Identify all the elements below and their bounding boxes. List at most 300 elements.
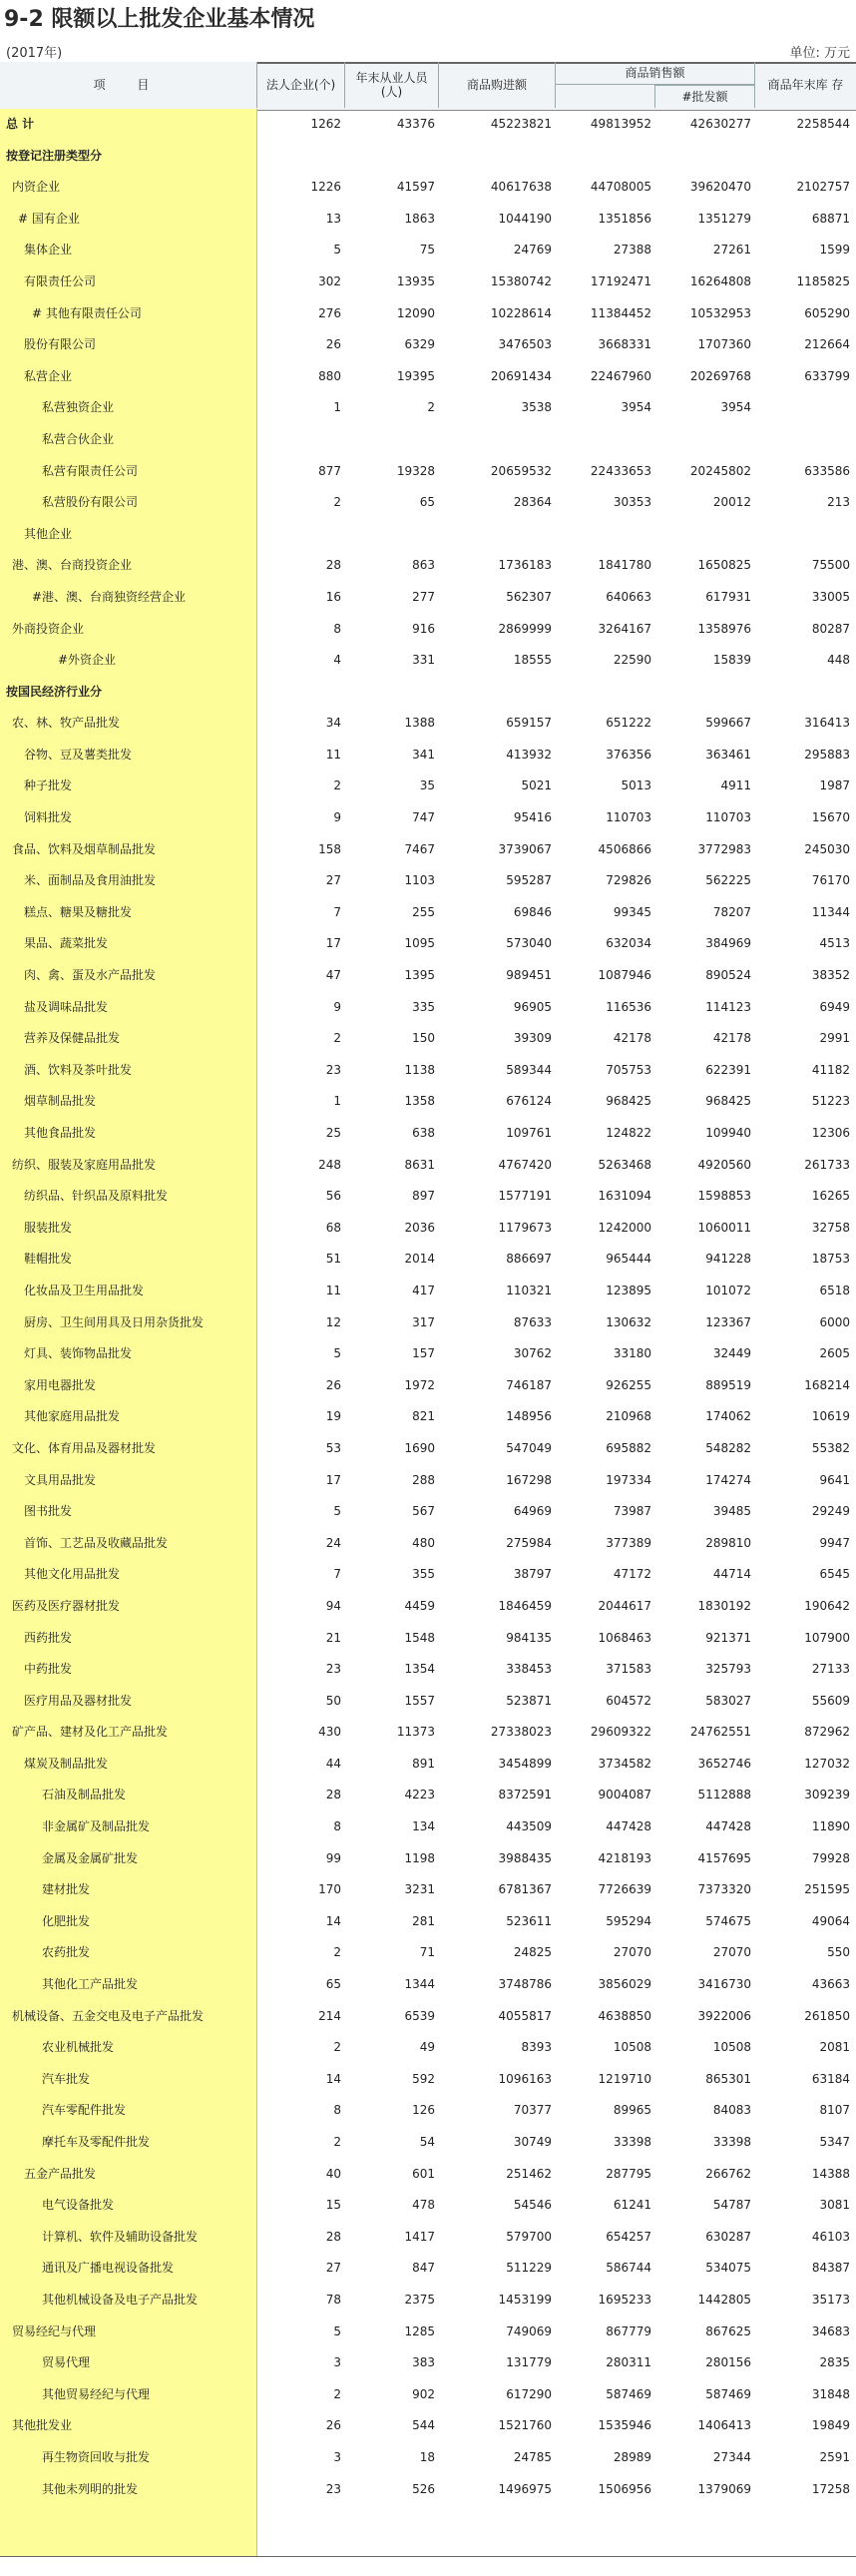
cell-value: 4 [333,653,341,668]
cell-inventory [755,771,854,802]
table-row [0,1023,856,1055]
cell-value: 47 [325,968,341,983]
cell-value: 1496975 [498,2481,552,2496]
cell-value: 30353 [613,495,651,510]
cell-sales [556,677,655,709]
cell-value: 54546 [513,2198,552,2213]
row-label: 五金产品批发 [24,2166,97,2181]
row-label: 电气设备批发 [42,2198,115,2213]
cell-employees [345,1749,439,1781]
cell-value: 1 [333,1094,341,1109]
cell-purchases [439,1433,556,1465]
cell-sales [556,1055,655,1087]
cell-enterprises [257,487,345,519]
cell-wholesale [655,992,755,1024]
cell-value: 3668331 [598,337,651,352]
cell-value: 64969 [513,1504,552,1519]
cell-sales [556,1843,655,1875]
row-label: 其他贸易经纪与代理 [42,2386,151,2401]
cell-value: 880 [318,368,341,383]
cell-enterprises [257,740,345,772]
cell-value: 22433653 [590,463,651,478]
cell-value: 8 [333,1819,341,1834]
cell-value: 24769 [513,243,552,258]
cell-sales [556,1181,655,1213]
cell-value: 295883 [804,747,850,762]
cell-employees [345,1433,439,1465]
cell-inventory [755,2159,854,2191]
cell-value: 2044617 [598,1598,651,1613]
cell-inventory [755,2285,854,2317]
cell-value: 131779 [506,2355,552,2370]
cell-wholesale [655,1528,755,1560]
table-row [0,928,856,960]
cell-wholesale [655,865,755,897]
cell-employees [345,1370,439,1402]
cell-employees [345,1528,439,1560]
cell-value: 167298 [506,1472,552,1487]
cell-purchases [439,456,556,488]
cell-value: 55382 [811,1440,850,1455]
cell-value: 3772983 [697,841,751,856]
cell-value: 75 [419,243,435,258]
cell-value: 1599 [819,243,850,258]
cell-value: 27338023 [490,1725,552,1740]
cell-sales [556,487,655,519]
cell-employees [345,1874,439,1906]
cell-value: 20245802 [689,463,751,478]
table-row [0,487,856,519]
cell-inventory [755,1370,854,1402]
cell-employees [345,1654,439,1686]
table-row [0,1969,856,2001]
cell-enterprises [257,1623,345,1655]
row-label: 营养及保健品批发 [24,1031,121,1046]
cell-value: 902 [412,2386,435,2401]
cell-value: 51 [325,1252,341,1267]
cell-value: 150 [412,1031,435,1046]
cell-value: 6329 [404,337,435,352]
cell-value: 659157 [506,716,552,731]
cell-value: 3652746 [697,1756,751,1771]
cell-employees [345,1969,439,2001]
table-row [0,1086,856,1118]
cell-value: 746187 [506,1377,552,1392]
cell-enterprises [257,329,345,361]
cell-inventory [755,1055,854,1087]
row-label: 文化、体育用品及器材批发 [12,1440,157,1455]
row-label: 集体企业 [24,243,73,258]
cell-wholesale [655,582,755,614]
cell-value: 3954 [621,400,651,415]
cell-value: 383 [412,2355,435,2370]
cell-inventory [755,2442,854,2474]
cell-inventory [755,1528,854,1560]
table-row [0,1465,856,1497]
cell-value: 9004087 [598,1788,651,1803]
cell-value: 41182 [811,1062,850,1077]
cell-purchases [439,1811,556,1843]
cell-value: 30762 [513,1346,552,1361]
cell-value: 27 [325,2261,341,2276]
cell-enterprises [257,2253,345,2285]
row-label: 煤炭及制品批发 [24,1756,109,1771]
cell-value [850,400,854,414]
cell-inventory [755,708,854,740]
cell-employees [345,2159,439,2191]
cell-purchases [439,1023,556,1055]
cell-inventory [755,2064,854,2096]
cell-employees [345,1623,439,1655]
cell-wholesale [655,361,755,393]
cell-enterprises [257,1307,345,1339]
table-row [0,802,856,834]
table-row [0,2127,856,2159]
cell-sales [556,392,655,424]
table-row [0,1843,856,1875]
table-row [0,2317,856,2348]
cell-value: 1087946 [598,968,651,983]
cell-sales [556,2442,655,2474]
cell-value: 1096163 [498,2071,552,2086]
cell-employees [345,298,439,330]
cell-purchases [439,424,556,456]
row-label: 医药及医疗器材批发 [12,1598,121,1613]
cell-value: 1972 [404,1377,435,1392]
cell-purchases [439,1654,556,1686]
cell-value: 54 [419,2135,435,2149]
table-header [0,62,856,108]
cell-employees [345,740,439,772]
cell-purchases [439,2442,556,2474]
row-label: 机械设备、五金交电及电子产品批发 [12,2008,205,2023]
table-row [0,960,856,992]
cell-inventory [755,1654,854,1686]
table-row [0,1591,856,1623]
row-label: 化肥批发 [42,1913,91,1928]
cell-value: 68871 [811,211,850,226]
cell-inventory [755,992,854,1024]
cell-enterprises [257,1686,345,1718]
table-row [0,1654,856,1686]
cell-value: 7 [333,1567,341,1582]
cell-value: 1379069 [697,2481,751,2496]
cell-purchases [439,2347,556,2379]
cell-value: 26 [325,1377,341,1392]
row-label: 私营独资企业 [42,400,115,415]
cell-employees [345,2095,439,2127]
cell-inventory [755,1969,854,2001]
cell-employees [345,1118,439,1150]
cell-value: 127032 [804,1756,850,1771]
cell-value: 5 [333,2323,341,2338]
cell-wholesale [655,645,755,677]
cell-purchases [439,1749,556,1781]
cell-wholesale [655,1244,755,1276]
cell-value: 26 [325,337,341,352]
cell-value: 17192471 [590,273,651,288]
cell-wholesale [655,1118,755,1150]
cell-value: 2991 [819,1031,850,1046]
cell-purchases [439,1055,556,1087]
cell-value: 3734582 [598,1756,651,1771]
cell-value: 8 [333,2103,341,2118]
cell-sales [556,1213,655,1245]
cell-employees [345,865,439,897]
cell-value: 114123 [705,999,751,1014]
cell-sales [556,960,655,992]
cell-enterprises [257,1401,345,1433]
cell-value: 5263468 [598,1157,651,1172]
cell-inventory [755,266,854,298]
cell-value: 5 [333,243,341,258]
cell-value: 548282 [705,1440,751,1455]
cell-value: 170 [318,1882,341,1897]
cell-inventory [755,392,854,424]
cell-value: 12 [325,1314,341,1329]
cell-value: 4638850 [598,2008,651,2023]
row-label: 家用电器批发 [24,1377,97,1392]
table-row [0,2095,856,2127]
row-label: 内资企业 [12,180,61,195]
cell-wholesale [655,2001,755,2033]
cell-value: 4055817 [498,2008,552,2023]
cell-employees [345,2127,439,2159]
cell-purchases [439,2379,556,2411]
cell-value: 19849 [811,2418,850,2433]
cell-employees [345,2347,439,2379]
cell-enterprises [257,2410,345,2442]
row-label: 金属及金属矿批发 [42,1850,139,1865]
cell-value: 35 [419,778,435,793]
cell-value: 28364 [513,495,552,510]
cell-sales [556,2285,655,2317]
cell-wholesale [655,1055,755,1087]
cell-sales [556,1244,655,1276]
cell-value: 11373 [396,1725,435,1740]
cell-value: 24785 [513,2449,552,2464]
cell-value: 44 [325,1756,341,1771]
cell-sales [556,1811,655,1843]
cell-value: 56 [325,1189,341,1204]
cell-value: 53 [325,1440,341,1455]
cell-purchases [439,992,556,1024]
cell-value: 640663 [606,589,651,604]
cell-enterprises [257,2001,345,2033]
cell-inventory [755,865,854,897]
row-label: 农药批发 [42,1945,91,1960]
cell-wholesale [655,519,755,551]
cell-value: 11384452 [590,305,651,320]
cell-inventory [755,1749,854,1781]
cell-enterprises [257,865,345,897]
cell-value: 1506956 [598,2481,651,2496]
cell-value: 280311 [606,2355,651,2370]
cell-enterprises [257,1749,345,1781]
table-row [0,2347,856,2379]
cell-value: 15 [325,2198,341,2213]
cell-purchases [439,708,556,740]
row-label: 其他文化用品批发 [24,1567,121,1582]
cell-inventory [755,1906,854,1938]
cell-value: 2869999 [498,621,552,636]
cell-enterprises [257,677,345,709]
cell-value: 478 [412,2198,435,2213]
table-row [0,1181,856,1213]
cell-value: 16265 [811,1189,850,1204]
cell-value: 941228 [705,1252,751,1267]
table-row [0,456,856,488]
cell-value: 630287 [705,2229,751,2244]
cell-value: 214 [318,2008,341,2023]
cell-employees [345,834,439,866]
cell-value: 633799 [804,368,850,383]
cell-employees [345,204,439,236]
cell-value: 579700 [506,2229,552,2244]
cell-value: 583027 [705,1693,751,1708]
table-row [0,614,856,646]
cell-value: 550 [827,1945,850,1960]
cell-purchases [439,204,556,236]
cell-purchases [439,645,556,677]
cell-value: 1535946 [598,2418,651,2433]
row-label: #港、澳、台商独资经营企业 [32,589,187,604]
cell-value: 261850 [804,2008,850,2023]
cell-inventory [755,109,854,141]
cell-purchases [439,1780,556,1811]
cell-inventory [755,1843,854,1875]
table-row [0,1055,856,1087]
cell-value: 3 [333,2355,341,2370]
cell-inventory [755,1181,854,1213]
header-inventory: 商品年末库 存 [767,78,844,92]
header-employees: 年末从业人员(人) [345,62,439,108]
cell-value: 17258 [811,2481,850,2496]
cell-purchases [439,1307,556,1339]
cell-value: 45223821 [490,117,552,131]
cell-value: 316413 [804,716,850,731]
cell-value: 43376 [396,117,435,131]
cell-value: 22467960 [590,368,651,383]
cell-value: 96905 [513,999,552,1014]
row-label: 石油及制品批发 [42,1788,127,1803]
cell-value: 916 [412,621,435,636]
cell-enterprises [257,771,345,802]
cell-purchases [439,550,556,582]
cell-sales [556,266,655,298]
cell-value: 1830192 [697,1598,751,1613]
cell-value: 586744 [606,2261,651,2276]
table-row [0,865,856,897]
cell-value: 130632 [606,1314,651,1329]
cell-value: 1060011 [697,1220,751,1235]
cell-value: 158 [318,841,341,856]
cell-wholesale [655,1086,755,1118]
cell-value: 1103 [404,873,435,888]
cell-value: 33005 [811,589,850,604]
cell-value: 95416 [513,810,552,825]
cell-employees [345,614,439,646]
table-row [0,708,856,740]
table-row [0,2442,856,2474]
cell-sales [556,1717,655,1749]
cell-wholesale [655,708,755,740]
cell-enterprises [257,960,345,992]
header-wholesale: #批发额 [655,85,755,108]
cell-value: 18753 [811,1252,850,1267]
cell-value [850,432,854,446]
cell-inventory [755,2001,854,2033]
cell-employees [345,519,439,551]
table-row [0,677,856,709]
cell-value: 3538 [521,400,552,415]
table-row [0,1717,856,1749]
header-sales: 商品销售额 [556,62,755,85]
cell-value: 1557 [404,1693,435,1708]
cell-purchases [439,1843,556,1875]
table-row [0,109,856,141]
table-row [0,172,856,204]
cell-enterprises [257,992,345,1024]
cell-purchases [439,361,556,393]
cell-enterprises [257,235,345,266]
cell-value: 617290 [506,2386,552,2401]
cell-value: 4513 [819,936,850,951]
cell-value: 968425 [606,1094,651,1109]
cell-value: 617931 [705,589,751,604]
cell-enterprises [257,1937,345,1969]
table-row [0,1496,856,1528]
row-label: 其他化工产品批发 [42,1977,139,1992]
cell-purchases [439,1623,556,1655]
cell-value: 20659532 [490,463,552,478]
cell-value: 43663 [811,1977,850,1992]
cell-sales [556,802,655,834]
cell-value: 123895 [606,1283,651,1297]
cell-inventory [755,172,854,204]
cell-employees [345,1055,439,1087]
cell-employees [345,960,439,992]
cell-value: 574675 [705,1913,751,1928]
cell-value: 9947 [819,1535,850,1550]
table-row [0,2474,856,2506]
row-label: 文具用品批发 [24,1472,97,1487]
cell-value: 12306 [811,1126,850,1140]
cell-value: 1351279 [697,211,751,226]
cell-value: 11890 [811,1819,850,1834]
cell-value: 651222 [606,716,651,731]
cell-wholesale [655,1496,755,1528]
row-label: 种子批发 [24,778,73,793]
table-row [0,1433,856,1465]
cell-value: 872962 [804,1725,850,1740]
cell-sales [556,141,655,173]
cell-employees [345,392,439,424]
cell-inventory [755,1276,854,1307]
cell-value: 16 [325,589,341,604]
cell-value: 277 [412,589,435,604]
cell-wholesale [655,1181,755,1213]
cell-value: 886697 [506,1252,552,1267]
cell-value: 55609 [811,1693,850,1708]
cell-wholesale [655,487,755,519]
cell-value: 2 [333,1945,341,1960]
cell-value: 8107 [819,2103,850,2118]
cell-value: 749069 [506,2323,552,2338]
cell-value: 587469 [606,2386,651,2401]
cell-value: 32758 [811,1220,850,1235]
cell-value: 2 [333,2135,341,2149]
